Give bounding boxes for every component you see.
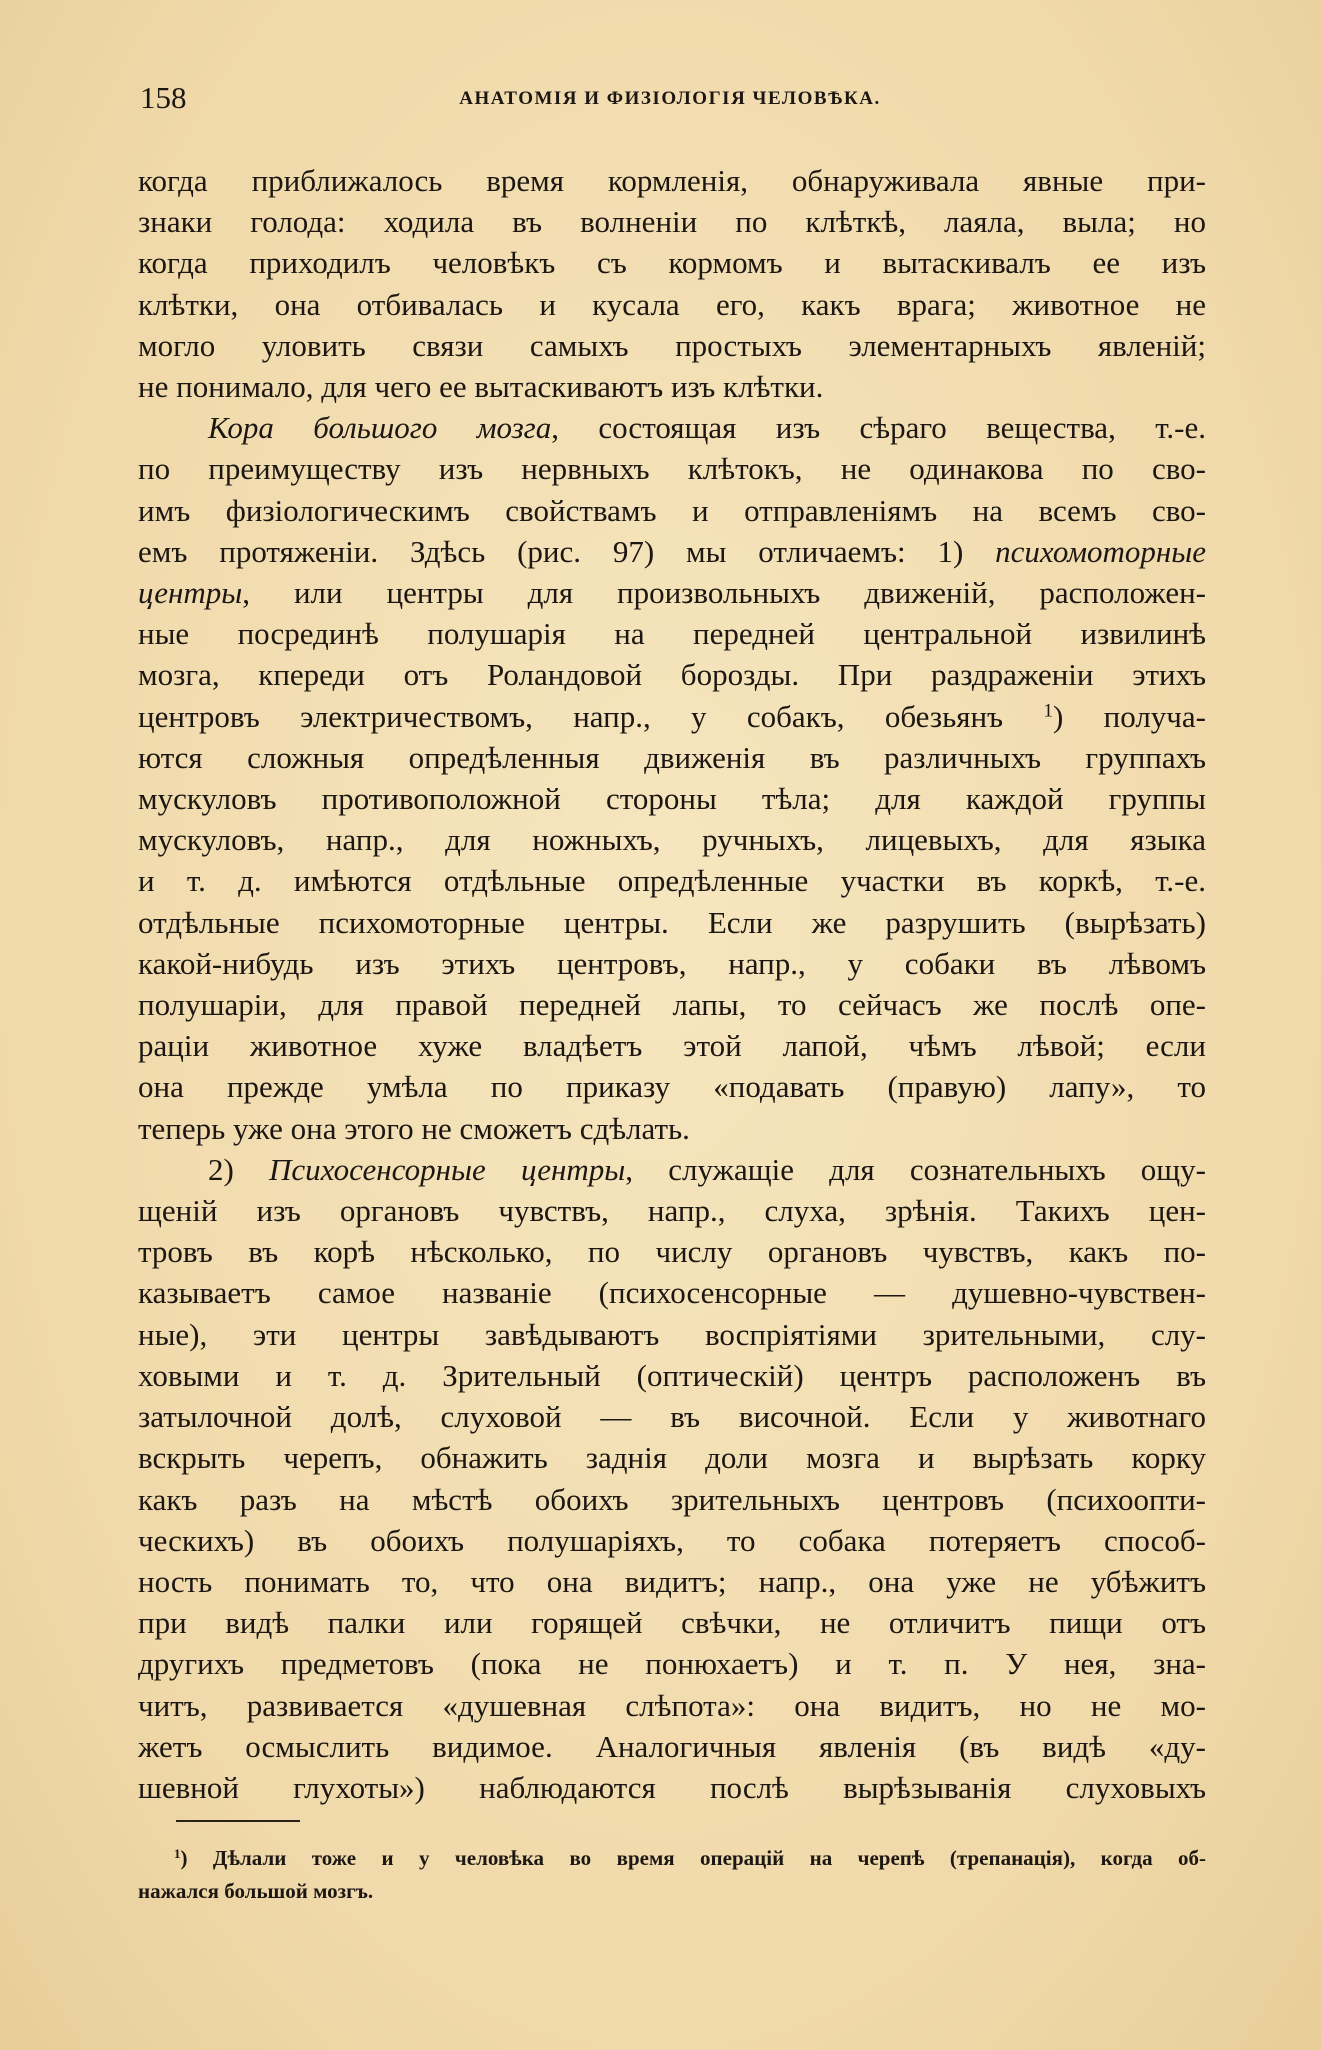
text-line: имъ физіологическимъ свойствамъ и отправленіямъ на всемъ сво- [138, 492, 1206, 528]
text-line: казываетъ самое названіе (психосенсорные — душевно-чувствен- [138, 1275, 1206, 1311]
text-line: затылочной долѣ, слуховой — въ височной. Если у животнаго [138, 1399, 1206, 1435]
footnote [138, 1842, 1206, 1908]
text-line: какой-нибудь изъ этихъ центровъ, напр., у собаки въ лѣвомъ [138, 945, 1206, 981]
text-line: мускуловъ противоположной стороны тѣла; для каждой группы [138, 781, 1206, 817]
text-line: читъ, развивается «душевная слѣпота»: она видитъ, но не мо- [138, 1687, 1206, 1723]
paragraph-1 [138, 160, 1206, 407]
text-line [138, 531, 1206, 572]
text-line: ются сложныя опредѣленныя движенія въ различныхъ группахъ [138, 739, 1206, 775]
italic-term: Психосенсорные центры [269, 1151, 626, 1187]
text-line: отдѣльные психомоторные центры. Если же разрушить (вырѣзать) [138, 904, 1206, 940]
text-line: при видѣ палки или горящей свѣчки, не отличитъ пищи отъ [138, 1605, 1206, 1641]
text-line: по преимуществу изъ нервныхъ клѣтокъ, не одинакова по сво- [138, 451, 1206, 487]
paragraph-3 [138, 1149, 1206, 1808]
footnote-line: нажался большой мозгъ. [138, 1879, 374, 1903]
text-line: теперь уже она этого не сможетъ сдѣлать. [138, 1110, 690, 1146]
footnote-divider [176, 1820, 300, 1822]
text-line: вскрыть черепъ, обнажить заднія доли мозга и вырѣзать корку [138, 1440, 1206, 1476]
text-run: , служащіе для сознательныхъ ощу- [625, 1151, 1207, 1187]
text-line: мозга, кпереди отъ Роландовой борозды. При раздраженіи этихъ [138, 657, 1206, 693]
footnote-marker: 1 [174, 1845, 181, 1861]
text-line: мускуловъ, напр., для ножныхъ, ручныхъ, лицевыхъ, для языка [138, 822, 1206, 858]
text-run: ) Дѣлали тоже и у человѣка во время операцій на черепѣ (трепанація), когда об- [180, 1846, 1206, 1870]
footnote-line [138, 1842, 1206, 1875]
text-line: ные), эти центры завѣдываютъ воспріятіями зрительными, слу- [138, 1316, 1206, 1352]
text-line: тровъ въ корѣ нѣсколько, по числу органовъ чувствъ, какъ по- [138, 1234, 1206, 1270]
text-run: , состоящая изъ сѣраго вещества, т.-е. [551, 410, 1206, 446]
text-run: ) получа- [1053, 698, 1206, 734]
text-line: шевной глухоты») наблюдаются послѣ вырѣзыванія слуховыхъ [138, 1769, 1206, 1805]
text-line [138, 696, 1206, 737]
text-line: могло уловить связи самыхъ простыхъ элементарныхъ явленій; [138, 327, 1206, 363]
footnote-ref[interactable]: 1 [1043, 700, 1054, 722]
text-run: , или центры для произвольныхъ движеній, расположен- [242, 575, 1206, 611]
text-line [138, 407, 1206, 448]
body-text [138, 160, 1206, 1808]
text-line: она прежде умѣла по приказу «подавать (правую) лапу», то [138, 1069, 1206, 1105]
text-line: не понимало, для чего ее вытаскиваютъ изъ клѣтки. [138, 369, 824, 405]
paragraph-2 [138, 407, 1206, 1149]
text-line: раціи животное хуже владѣетъ этой лапой, чѣмъ лѣвой; если [138, 1028, 1206, 1064]
text-line: ные посрединѣ полушарія на передней центральной извилинѣ [138, 616, 1206, 652]
text-line [138, 1149, 1206, 1190]
italic-term: центры [138, 575, 243, 611]
text-line: когда приходилъ человѣкъ съ кормомъ и вытаскивалъ ее изъ [138, 245, 1206, 281]
text-line: клѣтки, она отбивалась и кусала его, какъ врага; животное не [138, 286, 1206, 322]
text-line: щеній изъ органовъ чувствъ, напр., слуха, зрѣнія. Такихъ цен- [138, 1193, 1206, 1229]
text-line: ховыми и т. д. Зрительный (оптическій) центръ расположенъ въ [138, 1357, 1206, 1393]
list-number: 2) [208, 1151, 270, 1187]
running-title: АНАТОМІЯ И ФИЗІОЛОГІЯ ЧЕЛОВѢКА. [459, 88, 881, 109]
text-line [138, 572, 1206, 613]
text-run: емъ протяженіи. Здѣсь (рис. 97) мы отличаемъ: 1) [138, 533, 996, 569]
italic-term: психомоторные [995, 533, 1206, 569]
page-header [140, 80, 1200, 124]
text-run: центровъ электричествомъ, напр., у собакъ, обезьянъ [138, 698, 1044, 734]
text-line: когда приближалось время кормленія, обнаруживала явные при- [138, 163, 1206, 198]
text-line: другихъ предметовъ (пока не понюхаетъ) и т. п. У нея, зна- [138, 1646, 1206, 1682]
text-line: знаки голода: ходила въ волненіи по клѣткѣ, лаяла, выла; но [138, 204, 1206, 240]
text-line: и т. д. имѣются отдѣльные опредѣленные участки въ коркѣ, т.-е. [138, 863, 1206, 899]
text-line: ность понимать то, что она видитъ; напр., она уже не убѣжитъ [138, 1563, 1206, 1599]
text-line: какъ разъ на мѣстѣ обоихъ зрительныхъ центровъ (психоопти- [138, 1481, 1206, 1517]
text-line: жетъ осмыслить видимое. Аналогичныя явленія (въ видѣ «ду- [138, 1728, 1206, 1764]
page-number: 158 [140, 80, 187, 115]
text-line: полушаріи, для правой передней лапы, то сейчасъ же послѣ опе- [138, 987, 1206, 1023]
text-line: ческихъ) въ обоихъ полушаріяхъ, то собака потеряетъ способ- [138, 1522, 1206, 1558]
italic-term: Кора большого мозга [208, 410, 552, 446]
